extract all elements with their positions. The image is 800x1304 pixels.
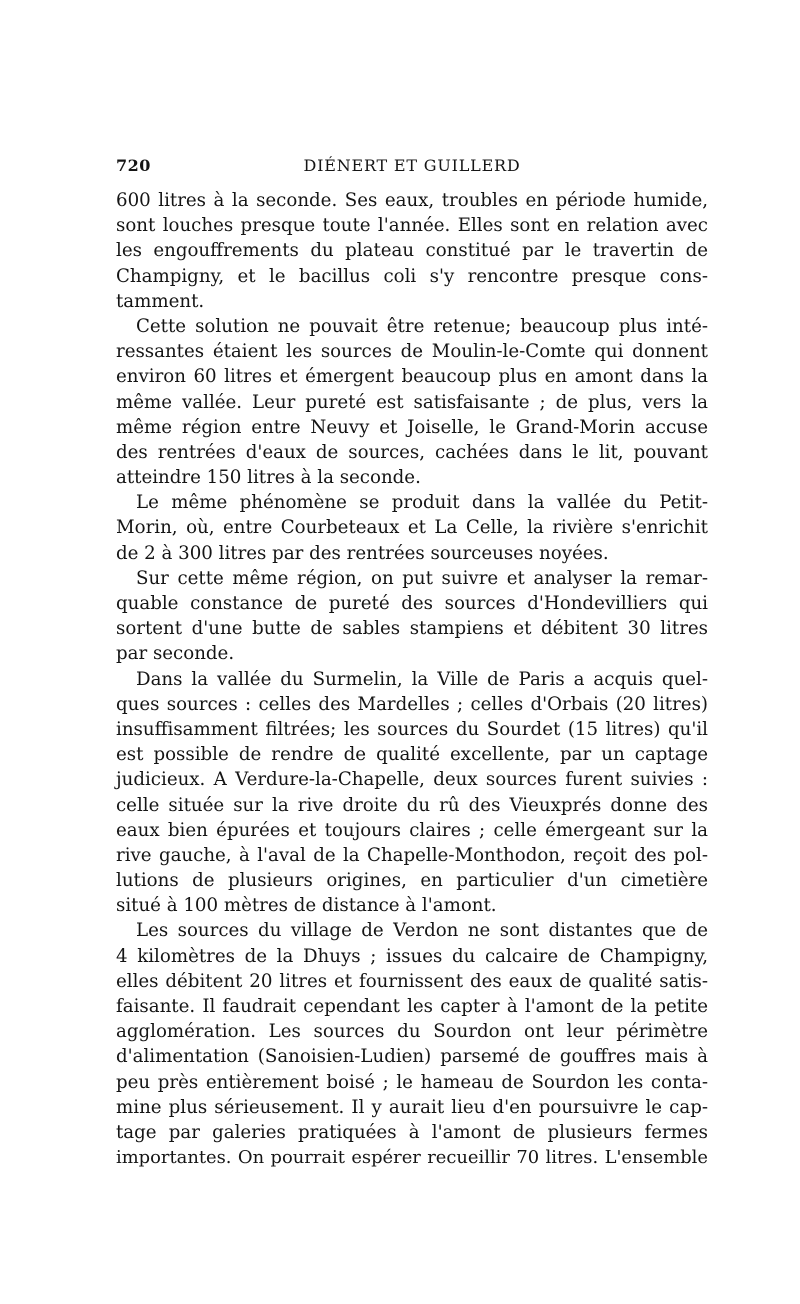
- text-line: environ 60 litres et émergent beaucoup plus en amont dans la: [116, 366, 708, 388]
- text-line: Les sources du village de Verdon ne sont distantes que de: [136, 920, 708, 942]
- text-line: par seconde.: [116, 643, 235, 665]
- text-line: agglomération. Les sources du Sourdon ont leur périmètre: [116, 1021, 708, 1043]
- text-line: Champigny, et le bacillus coli s'y rencontre presque cons-: [116, 265, 708, 287]
- text-line: même vallée. Leur pureté est satisfaisante ; de plus, vers la: [116, 391, 708, 413]
- body-text: [116, 188, 708, 1170]
- page-number: 720: [116, 156, 151, 175]
- text-line: 4 kilomètres de la Dhuys ; issues du calcaire de Champigny,: [116, 945, 708, 967]
- text-line: de 2 à 300 litres par des rentrées sourceuses noyées.: [116, 542, 609, 564]
- text-line: sont louches presque toute l'année. Elles sont en relation avec: [116, 215, 708, 237]
- text-line: faisante. Il faudrait cependant les capter à l'amont de la petite: [116, 996, 708, 1017]
- text-line: peu près entièrement boisé ; le hameau de Sourdon les conta-: [116, 1071, 708, 1093]
- text-line: Sur cette même région, on put suivre et analyser la remar-: [136, 567, 708, 589]
- text-line: eaux bien épurées et toujours claires ; celle émergeant sur la: [116, 819, 708, 841]
- text-line: insuffisamment filtrées; les sources du Sourdet (15 litres) qu'il: [116, 718, 708, 740]
- text-line: tamment.: [116, 290, 205, 312]
- text-line: est possible de rendre de qualité excellente, par un captage: [116, 744, 708, 766]
- text-line: ques sources : celles des Mardelles ; celles d'Orbais (20 litres): [116, 693, 708, 715]
- text-line: mine plus sérieusement. Il y aurait lieu d'en poursuivre le cap-: [116, 1096, 708, 1118]
- text-line: atteindre 150 litres à la seconde.: [116, 467, 421, 489]
- text-line: Dans la vallée du Surmelin, la Ville de Paris a acquis quel-: [136, 668, 708, 690]
- running-title: DIÉNERT ET GUILLERD: [303, 156, 521, 175]
- text-line: situé à 100 mètres de distance à l'amont.: [116, 895, 497, 917]
- text-line: sortent d'une butte de sables stampiens et débitent 30 litres: [116, 618, 708, 640]
- text-line: quable constance de pureté des sources d'Hondevilliers qui: [116, 593, 708, 614]
- page-header: [116, 156, 708, 182]
- text-line: Le même phénomène se produit dans la vallée du Petit-: [136, 492, 708, 514]
- text-line: importantes. On pourrait espérer recueillir 70 litres. L'ensemble: [116, 1147, 708, 1169]
- text-line: des rentrées d'eaux de sources, cachées dans le lit, pouvant: [116, 441, 708, 463]
- text-line: elles débitent 20 litres et fournissent des eaux de qualité satis-: [116, 970, 708, 992]
- text-line: rive gauche, à l'aval de la Chapelle-Monthodon, reçoit des pol-: [116, 844, 708, 866]
- text-line: tage par galeries pratiquées à l'amont de plusieurs fermes: [116, 1121, 708, 1143]
- text-line: ressantes étaient les sources de Moulin-le-Comte qui donnent: [116, 341, 708, 363]
- text-line: lutions de plusieurs origines, en particulier d'un cimetière: [116, 870, 708, 892]
- text-line: judicieux. A Verdure-la-Chapelle, deux sources furent suivies :: [116, 769, 708, 791]
- text-line: d'alimentation (Sanoisien-Ludien) parsemé de gouffres mais à: [116, 1046, 708, 1068]
- text-line: celle située sur la rive droite du rû des Vieuxprés donne des: [116, 794, 708, 816]
- text-line: même région entre Neuvy et Joiselle, le Grand-Morin accuse: [116, 416, 708, 438]
- text-line: 600 litres à la seconde. Ses eaux, troubles en période humide,: [116, 190, 708, 211]
- text-line: les engouffrements du plateau constitué par le travertin de: [116, 240, 708, 262]
- text-line: Cette solution ne pouvait être retenue; beaucoup plus inté-: [136, 315, 708, 337]
- text-line: Morin, où, entre Courbeteaux et La Celle, la rivière s'enrichit: [116, 517, 708, 539]
